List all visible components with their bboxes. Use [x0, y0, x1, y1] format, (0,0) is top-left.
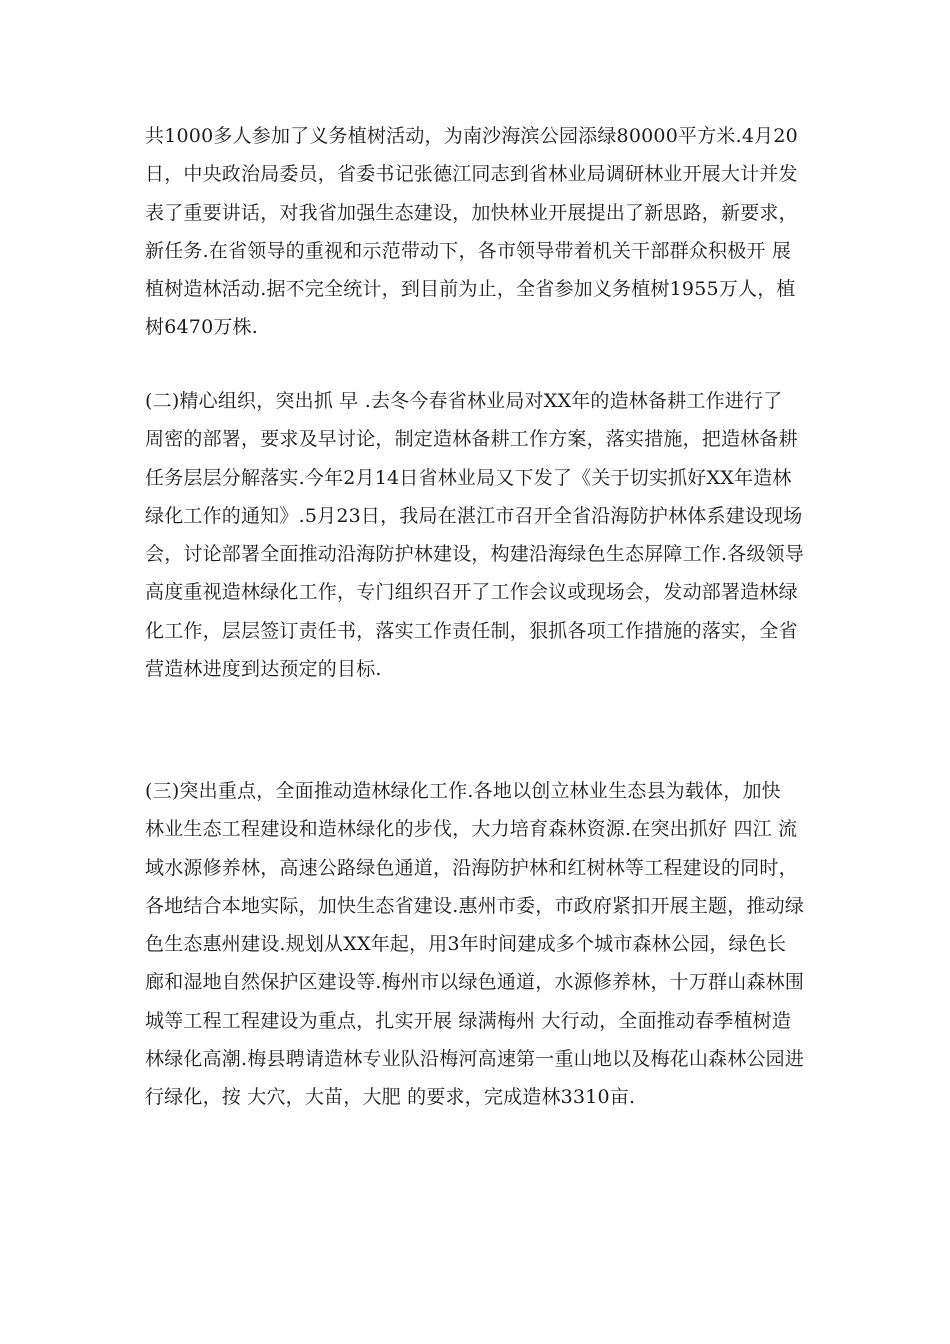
- text-line: 林绿化高潮.梅县聘请造林专业队沿梅河高速第一重山地以及梅花山森林公园进: [145, 1048, 805, 1071]
- text-line: 绿化工作的通知》.5月23日，我局在湛江市召开全省沿海防护林体系建设现场: [145, 504, 803, 527]
- text-line: 城等工程工程建设为重点，扎实开展 绿满梅州 大行动，全面推动春季植树造: [145, 1009, 792, 1032]
- text-line: 色生态惠州建设.规划从XX年起，用3年时间建成多个城市森林公园，绿色长: [145, 933, 787, 956]
- text-line: 共1000多人参加了义务植树活动，为南沙海滨公园添绿80000平方米.4月20: [145, 125, 798, 147]
- text-line: (三)突出重点，全面推动造林绿化工作.各地以创立林业生态县为载体，加快: [145, 780, 781, 802]
- text-line: 日，中央政治局委员，省委书记张德江同志到省林业局调研林业开展大计并发: [145, 163, 798, 186]
- text-line: 表了重要讲话，对我省加强生态建设，加快林业开展提出了新思路，新要求，: [145, 201, 798, 224]
- paragraph-careful-organization: [145, 382, 813, 688]
- text-line: 化工作，层层签订责任书，落实工作责任制，狠抓各项工作措施的落实，全省: [145, 619, 798, 642]
- text-line: (二)精心组织，突出抓 早 .去冬今春省林业局对XX年的造林备耕工作进行了: [145, 390, 783, 412]
- text-line: 营造林进度到达预定的目标.: [145, 658, 382, 681]
- text-line: 行绿化，按 大穴，大苗，大肥 的要求，完成造林3310亩.: [145, 1086, 636, 1109]
- text-line: 树6470万株.: [145, 316, 258, 339]
- text-line: 周密的部署，要求及早讨论，制定造林备耕工作方案，落实措施，把造林备耕: [145, 428, 798, 451]
- text-line: 任务层层分解落实.今年2月14日省林业局又下发了《关于切实抓好XX年造林: [145, 466, 792, 489]
- text-line: 高度重视造林绿化工作，专门组织召开了工作会议或现场会，发动部署造林绿: [145, 581, 798, 604]
- text-line: 会，讨论部署全面推动沿海防护林建设，构建沿海绿色生态屏障工作.各级领导: [145, 543, 805, 566]
- text-line: 植树造林活动.据不完全统计，到目前为止，全省参加义务植树1955万人，植: [145, 278, 796, 301]
- text-line: 域水源修养林，高速公路绿色通道，沿海防护林和红树林等工程建设的同时，: [145, 856, 798, 879]
- paragraph-volunteer-planting: [145, 117, 813, 347]
- paragraph-key-priorities: [145, 772, 813, 1117]
- text-line: 新任务.在省领导的重视和示范带动下，各市领导带着机关干部群众积极开 展: [145, 239, 792, 262]
- text-line: 各地结合本地实际，加快生态省建设.惠州市委，市政府紧扣开展主题，推动绿: [145, 894, 805, 917]
- text-line: 廊和湿地自然保护区建设等.梅州市以绿色通道，水源修养林，十万群山森林围: [145, 971, 805, 994]
- text-line: 林业生态工程建设和造林绿化的步伐，大力培育森林资源.在突出抓好 四江 流: [145, 818, 798, 841]
